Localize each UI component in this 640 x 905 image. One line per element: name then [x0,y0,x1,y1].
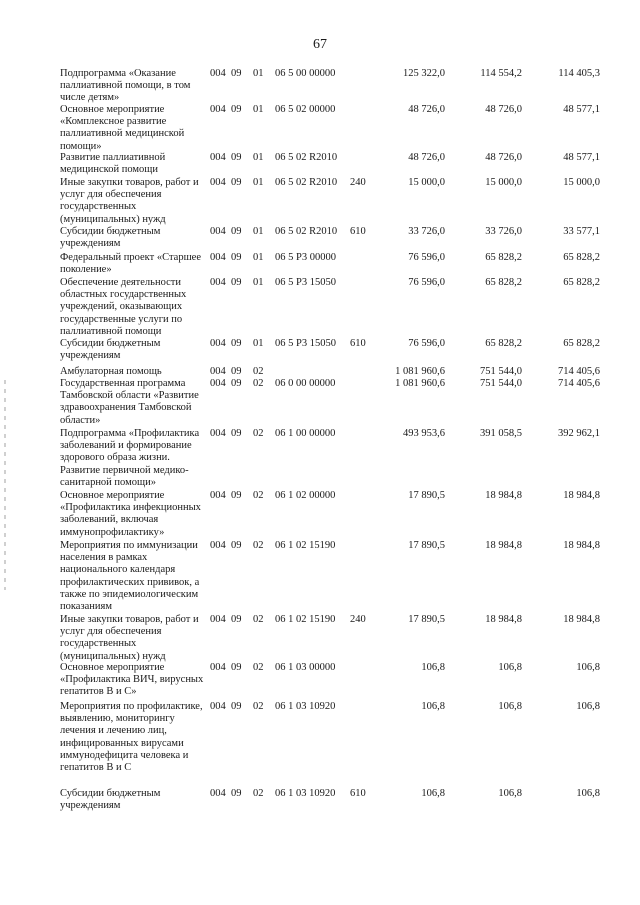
row-amount-1: 17 890,5 [408,540,445,551]
row-pr: 02 [253,366,264,377]
row-amount-2: 15 000,0 [485,177,522,188]
row-name: Иные закупки товаров, работ и услуг для обеспечения государственных (муниципальных) нужд [60,614,199,662]
row-pr: 02 [253,614,264,625]
row-rz: 09 [231,378,242,389]
row-pr: 02 [253,662,264,673]
row-ved: 004 [210,428,226,439]
row-csr: 06 1 02 00000 [275,490,336,501]
row-ved: 004 [210,540,226,551]
row-name: Амбулаторная помощь [60,366,162,377]
row-ved: 004 [210,366,226,377]
row-csr: 06 5 00 00000 [275,68,336,79]
row-name: Обеспечение деятельности областных государственных учреждений, оказывающих государственные услуги по паллиативной помощи [60,277,187,337]
row-amount-1: 125 322,0 [403,68,445,79]
row-csr: 06 1 03 00000 [275,662,336,673]
row-pr: 01 [253,152,264,163]
row-amount-3: 48 577,1 [563,152,600,163]
row-rz: 09 [231,338,242,349]
row-amount-1: 106,8 [421,662,445,673]
row-amount-3: 48 577,1 [563,104,600,115]
row-amount-3: 18 984,8 [563,490,600,501]
row-pr: 01 [253,104,264,115]
row-rz: 09 [231,366,242,377]
row-name: Субсидии бюджетным учреждениям [60,788,161,812]
row-amount-3: 65 828,2 [563,252,600,263]
row-amount-1: 33 726,0 [408,226,445,237]
row-rz: 09 [231,152,242,163]
row-name: Основное мероприятие «Профилактика инфекционных заболеваний, включая иммунопрофилактику» [60,490,201,538]
row-amount-1: 76 596,0 [408,277,445,288]
row-amount-2: 751 544,0 [480,378,522,389]
row-amount-1: 48 726,0 [408,104,445,115]
row-csr: 06 1 02 15190 [275,614,336,625]
row-amount-3: 714 405,6 [558,378,600,389]
row-amount-3: 106,8 [576,662,600,673]
row-amount-2: 33 726,0 [485,226,522,237]
row-ved: 004 [210,152,226,163]
row-ved: 004 [210,68,226,79]
row-pr: 02 [253,428,264,439]
page-number: 67 [313,37,327,52]
scan-edge-mark [4,380,6,590]
row-name: Мероприятия по профилактике, выявлению, мониторингу лечения и лечению лиц, инфицированных вирусами иммунодефицита человека и гепатитов В и С [60,701,203,774]
row-amount-2: 18 984,8 [485,540,522,551]
row-csr: 06 5 02 00000 [275,104,336,115]
row-vr: 610 [350,338,366,349]
row-rz: 09 [231,540,242,551]
row-amount-3: 15 000,0 [563,177,600,188]
row-name: Мероприятия по иммунизации населения в рамках национального календаря профилактических прививок, а также по эпидемиологическим показаниям [60,540,200,613]
row-name: Федеральный проект «Старшее поколение» [60,252,202,276]
row-vr: 240 [350,614,366,625]
row-pr: 02 [253,540,264,551]
row-rz: 09 [231,104,242,115]
row-amount-1: 1 081 960,6 [395,378,445,389]
row-name: Субсидии бюджетным учреждениям [60,226,161,250]
row-vr: 610 [350,788,366,799]
row-csr: 06 1 02 15190 [275,540,336,551]
row-rz: 09 [231,226,242,237]
row-csr: 06 5 02 R2010 [275,226,338,237]
row-amount-2: 65 828,2 [485,277,522,288]
row-amount-3: 714 405,6 [558,366,600,377]
row-ved: 004 [210,788,226,799]
row-rz: 09 [231,490,242,501]
row-rz: 09 [231,614,242,625]
row-name: Государственная программа Тамбовской области «Развитие здравоохранения Тамбовской области» [60,378,199,426]
row-amount-1: 15 000,0 [408,177,445,188]
row-amount-1: 1 081 960,6 [395,366,445,377]
row-rz: 09 [231,788,242,799]
row-pr: 02 [253,378,264,389]
row-name: Субсидии бюджетным учреждениям [60,338,161,362]
row-amount-2: 18 984,8 [485,614,522,625]
row-amount-2: 106,8 [498,662,522,673]
row-rz: 09 [231,277,242,288]
row-amount-1: 17 890,5 [408,614,445,625]
row-name: Подпрограмма «Оказание паллиативной помощи, в том числе детям» [60,68,191,104]
row-amount-2: 114 554,2 [480,68,522,79]
row-amount-3: 18 984,8 [563,614,600,625]
row-pr: 01 [253,252,264,263]
row-pr: 01 [253,68,264,79]
row-amount-3: 33 577,1 [563,226,600,237]
row-amount-3: 106,8 [576,788,600,799]
row-amount-1: 106,8 [421,701,445,712]
row-ved: 004 [210,226,226,237]
row-ved: 004 [210,490,226,501]
row-pr: 01 [253,277,264,288]
row-csr: 06 0 00 00000 [275,378,336,389]
row-name: Подпрограмма «Профилактика заболеваний и формирование здорового образа жизни. Развитие первичной медико-санитарной помощи» [60,428,200,488]
row-amount-2: 65 828,2 [485,338,522,349]
row-rz: 09 [231,428,242,439]
row-amount-3: 18 984,8 [563,540,600,551]
row-vr: 240 [350,177,366,188]
row-amount-2: 18 984,8 [485,490,522,501]
row-csr: 06 5 02 R2010 [275,152,338,163]
row-rz: 09 [231,701,242,712]
row-ved: 004 [210,104,226,115]
row-amount-2: 48 726,0 [485,152,522,163]
row-pr: 01 [253,177,264,188]
row-amount-2: 48 726,0 [485,104,522,115]
row-vr: 610 [350,226,366,237]
row-amount-2: 106,8 [498,788,522,799]
row-csr: 06 5 P3 00000 [275,252,336,263]
row-ved: 004 [210,252,226,263]
row-pr: 01 [253,226,264,237]
row-amount-1: 76 596,0 [408,252,445,263]
row-csr: 06 5 P3 15050 [275,277,336,288]
row-csr: 06 1 00 00000 [275,428,336,439]
row-amount-3: 106,8 [576,701,600,712]
row-ved: 004 [210,378,226,389]
row-csr: 06 5 02 R2010 [275,177,338,188]
row-amount-1: 17 890,5 [408,490,445,501]
row-ved: 004 [210,338,226,349]
row-rz: 09 [231,252,242,263]
row-rz: 09 [231,662,242,673]
row-amount-3: 65 828,2 [563,277,600,288]
row-amount-2: 751 544,0 [480,366,522,377]
row-name: Развитие паллиативной медицинской помощи [60,152,166,176]
row-rz: 09 [231,68,242,79]
row-amount-2: 65 828,2 [485,252,522,263]
row-name: Основное мероприятие «Профилактика ВИЧ, вирусных гепатитов В и С» [60,662,204,698]
row-csr: 06 5 P3 15050 [275,338,336,349]
row-ved: 004 [210,662,226,673]
row-csr: 06 1 03 10920 [275,788,336,799]
row-pr: 02 [253,701,264,712]
row-amount-2: 106,8 [498,701,522,712]
row-name: Иные закупки товаров, работ и услуг для обеспечения государственных (муниципальных) нужд [60,177,199,225]
row-amount-3: 392 962,1 [558,428,600,439]
row-rz: 09 [231,177,242,188]
row-amount-3: 114 405,3 [558,68,600,79]
row-ved: 004 [210,177,226,188]
row-amount-1: 493 953,6 [403,428,445,439]
row-ved: 004 [210,701,226,712]
row-ved: 004 [210,614,226,625]
row-amount-3: 65 828,2 [563,338,600,349]
row-amount-1: 106,8 [421,788,445,799]
row-amount-2: 391 058,5 [480,428,522,439]
row-amount-1: 48 726,0 [408,152,445,163]
row-pr: 02 [253,788,264,799]
row-pr: 01 [253,338,264,349]
row-pr: 02 [253,490,264,501]
row-ved: 004 [210,277,226,288]
row-csr: 06 1 03 10920 [275,701,336,712]
row-name: Основное мероприятие «Комплексное развитие паллиативной медицинской помощи» [60,104,185,152]
row-amount-1: 76 596,0 [408,338,445,349]
